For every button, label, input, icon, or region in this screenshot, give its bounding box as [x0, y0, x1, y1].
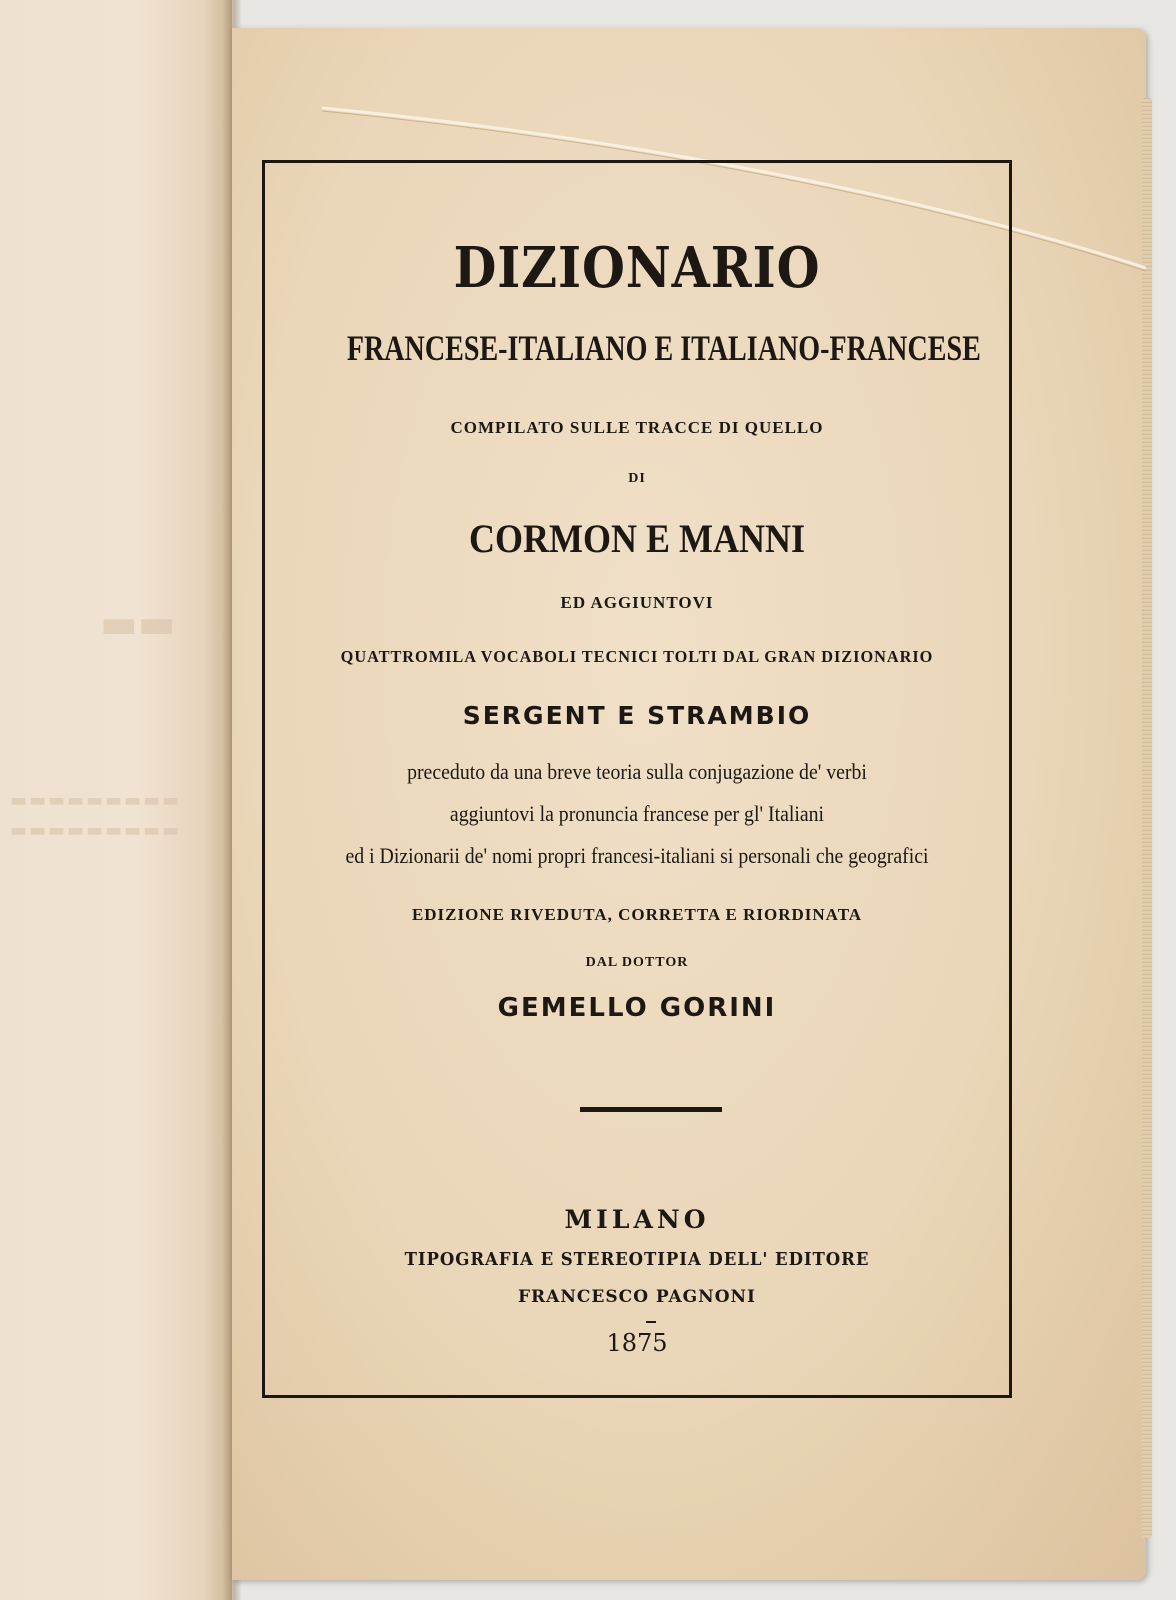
short-rule [646, 1321, 656, 1323]
subtitle: FRANCESE-ITALIANO E ITALIANO-FRANCESE [346, 328, 981, 368]
title-frame [262, 160, 1012, 1398]
city: MILANO [564, 1205, 710, 1234]
description-line: ed i Dizionarii de' nomi propri francesi-italiani si personali che geografici [345, 843, 929, 868]
edition-line: EDIZIONE RIVEDUTA, CORRETTA E RIORDINATA [411, 905, 863, 924]
show-through-text: ▬▬ [100, 600, 176, 647]
left-page [0, 0, 232, 1600]
aggiuntovi-line: ED AGGIUNTOVI [560, 593, 714, 612]
title: DIZIONARIO [453, 235, 821, 301]
publisher: FRANCESCO PAGNONI [517, 1287, 757, 1307]
year: 1875 [606, 1329, 668, 1357]
description-line: aggiuntovi la pronuncia francese per gl' Italiani [449, 801, 825, 826]
description-line: preceduto da una breve teoria sulla conjugazione de' verbi [407, 759, 867, 784]
quattromila-line: QUATTROMILA VOCABOLI TECNICI TOLTI DAL GRAN DIZIONARIO [340, 647, 934, 666]
page-edge [1142, 98, 1152, 1538]
authors: CORMON E MANNI [469, 516, 805, 561]
editor-name: GEMELLO GORINI [497, 993, 777, 1023]
divider-rule [580, 1107, 722, 1112]
show-through-text: ▬▬▬▬▬▬▬▬▬ [10, 820, 182, 841]
printer: TIPOGRAFIA E STEREOTIPIA DELL' EDITORE [404, 1249, 870, 1270]
compilato-line: COMPILATO SULLE TRACCE DI QUELLO [450, 418, 824, 437]
di-line: DI [628, 471, 646, 486]
dal-dottor-line: DAL DOTTOR [585, 955, 689, 970]
title-page [232, 28, 1146, 1580]
show-through-text: ▬▬▬▬▬▬▬▬▬ [10, 790, 182, 811]
sergent-strambio: SERGENT E STRAMBIO [462, 701, 812, 730]
